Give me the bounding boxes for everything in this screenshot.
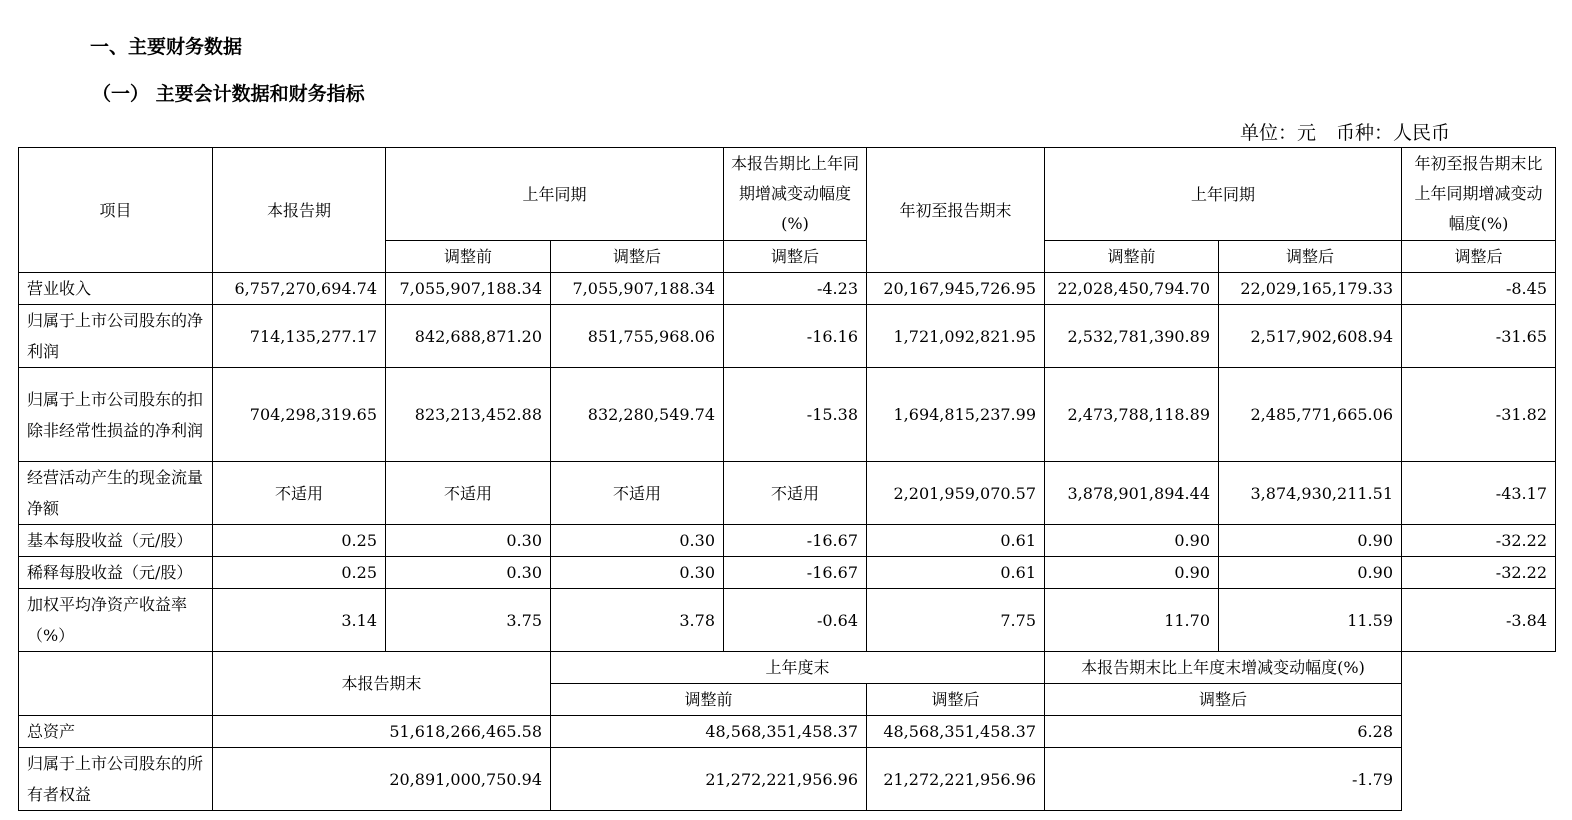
cell-prior-before: 3.75 — [386, 589, 551, 652]
cell-prior-before: 不适用 — [386, 462, 551, 525]
table-row — [19, 589, 1556, 652]
cell-ytd-change: -31.82 — [1402, 368, 1556, 462]
cell-ytd: 1,694,815,237.99 — [867, 368, 1045, 462]
header-ytd: 年初至报告期末 — [867, 148, 1045, 273]
header-row-1 — [19, 148, 1556, 241]
header-after-adj-change: 调整后 — [724, 241, 867, 273]
cell-prior-before: 0.30 — [386, 557, 551, 589]
cell-prior-ytd-before: 3,878,901,894.44 — [1045, 462, 1219, 525]
financial-data-table — [18, 147, 1556, 811]
cell-prior-ytd-before: 0.90 — [1045, 525, 1219, 557]
cell-prior-after: 851,755,968.06 — [551, 305, 724, 368]
row-label: 归属于上市公司股东的所有者权益 — [19, 748, 213, 811]
header-balance-after-adj: 调整后 — [867, 684, 1045, 716]
cell-prior-ytd-before: 22,028,450,794.70 — [1045, 273, 1219, 305]
cell-change: -16.67 — [724, 557, 867, 589]
cell-ytd-change: -43.17 — [1402, 462, 1556, 525]
currency-label: 币种：人民币 — [1336, 122, 1451, 144]
balance-header-row-1 — [19, 652, 1556, 684]
cell-prior-before: 7,055,907,188.34 — [386, 273, 551, 305]
row-label: 加权平均净资产收益率（%） — [19, 589, 213, 652]
row-label: 营业收入 — [19, 273, 213, 305]
cell-prior-ytd-after: 11.59 — [1219, 589, 1402, 652]
cell-period-end: 20,891,000,750.94 — [213, 748, 551, 811]
cell-change: -16.16 — [724, 305, 867, 368]
cell-prior-ytd-before: 11.70 — [1045, 589, 1219, 652]
row-label: 归属于上市公司股东的扣除非经常性损益的净利润 — [19, 368, 213, 462]
table-row — [19, 305, 1556, 368]
cell-prior-after: 7,055,907,188.34 — [551, 273, 724, 305]
cell-prior-before: 823,213,452.88 — [386, 368, 551, 462]
header-change-pct: 本报告期比上年同期增减变动幅度(%) — [724, 148, 867, 241]
header-before-adj-ytd: 调整前 — [1045, 241, 1219, 273]
cell-period-end: 51,618,266,465.58 — [213, 716, 551, 748]
cell-ytd: 0.61 — [867, 557, 1045, 589]
row-label: 总资产 — [19, 716, 213, 748]
table-row — [19, 273, 1556, 305]
header-prior-same-period: 上年同期 — [386, 148, 724, 241]
unit-label: 单位：元 — [1240, 122, 1317, 144]
table-row — [19, 525, 1556, 557]
header-period-end: 本报告期末 — [213, 652, 551, 716]
cell-prior-ytd-after: 3,874,930,211.51 — [1219, 462, 1402, 525]
cell-ytd: 1,721,092,821.95 — [867, 305, 1045, 368]
cell-prior-before: 842,688,871.20 — [386, 305, 551, 368]
section-heading: 一、主要财务数据 — [90, 36, 243, 58]
row-label: 经营活动产生的现金流量净额 — [19, 462, 213, 525]
cell-ytd-change: -32.22 — [1402, 557, 1556, 589]
cell-ytd: 2,201,959,070.57 — [867, 462, 1045, 525]
header-balance-before-adj: 调整前 — [551, 684, 867, 716]
header-balance-after-adj-change: 调整后 — [1045, 684, 1402, 716]
cell-last-year-after: 48,568,351,458.37 — [867, 716, 1045, 748]
row-label: 归属于上市公司股东的净利润 — [19, 305, 213, 368]
header-current-period: 本报告期 — [213, 148, 386, 273]
cell-last-year-before: 48,568,351,458.37 — [551, 716, 867, 748]
header-after-adj: 调整后 — [551, 241, 724, 273]
cell-change: -15.38 — [724, 368, 867, 462]
table-row — [19, 557, 1556, 589]
cell-current: 0.25 — [213, 525, 386, 557]
cell-ytd-change: -32.22 — [1402, 525, 1556, 557]
header-balance-change: 本报告期末比上年度末增减变动幅度(%) — [1045, 652, 1402, 684]
cell-prior-ytd-before: 0.90 — [1045, 557, 1219, 589]
cell-change: -4.23 — [724, 273, 867, 305]
header-before-adj: 调整前 — [386, 241, 551, 273]
cell-ytd-change: -8.45 — [1402, 273, 1556, 305]
cell-current: 6,757,270,694.74 — [213, 273, 386, 305]
cell-prior-ytd-after: 0.90 — [1219, 525, 1402, 557]
cell-ytd: 0.61 — [867, 525, 1045, 557]
cell-prior-ytd-before: 2,473,788,118.89 — [1045, 368, 1219, 462]
header-item: 项目 — [19, 148, 213, 273]
header-prior-ytd: 上年同期 — [1045, 148, 1402, 241]
table-row — [19, 716, 1556, 748]
cell-balance-change: -1.79 — [1045, 748, 1402, 811]
cell-change: -0.64 — [724, 589, 867, 652]
header-ytd-change-pct: 年初至报告期末比上年同期增减变动幅度(%) — [1402, 148, 1556, 241]
table-row — [19, 462, 1556, 525]
cell-prior-before: 0.30 — [386, 525, 551, 557]
cell-prior-after: 0.30 — [551, 525, 724, 557]
cell-prior-ytd-before: 2,532,781,390.89 — [1045, 305, 1219, 368]
cell-current: 704,298,319.65 — [213, 368, 386, 462]
cell-current: 3.14 — [213, 589, 386, 652]
table-row — [19, 748, 1556, 811]
unit-currency-note — [1240, 118, 1450, 145]
cell-prior-ytd-after: 22,029,165,179.33 — [1219, 273, 1402, 305]
cell-prior-ytd-after: 2,485,771,665.06 — [1219, 368, 1402, 462]
header-last-year-end: 上年度末 — [551, 652, 1045, 684]
cell-current: 0.25 — [213, 557, 386, 589]
cell-prior-after: 3.78 — [551, 589, 724, 652]
cell-prior-ytd-after: 2,517,902,608.94 — [1219, 305, 1402, 368]
cell-current: 不适用 — [213, 462, 386, 525]
cell-ytd-change: -31.65 — [1402, 305, 1556, 368]
cell-last-year-before: 21,272,221,956.96 — [551, 748, 867, 811]
cell-prior-after: 832,280,549.74 — [551, 368, 724, 462]
header-after-adj-ytd-change: 调整后 — [1402, 241, 1556, 273]
cell-prior-after: 0.30 — [551, 557, 724, 589]
subsection-heading: （一） 主要会计数据和财务指标 — [92, 83, 365, 105]
cell-change: -16.67 — [724, 525, 867, 557]
cell-last-year-after: 21,272,221,956.96 — [867, 748, 1045, 811]
cell-ytd: 7.75 — [867, 589, 1045, 652]
cell-prior-after: 不适用 — [551, 462, 724, 525]
cell-prior-ytd-after: 0.90 — [1219, 557, 1402, 589]
row-label: 基本每股收益（元/股） — [19, 525, 213, 557]
row-label: 稀释每股收益（元/股） — [19, 557, 213, 589]
header-after-adj-ytd: 调整后 — [1219, 241, 1402, 273]
cell-balance-change: 6.28 — [1045, 716, 1402, 748]
table-row — [19, 368, 1556, 462]
balance-header-empty — [19, 652, 213, 716]
cell-ytd: 20,167,945,726.95 — [867, 273, 1045, 305]
cell-ytd-change: -3.84 — [1402, 589, 1556, 652]
cell-change: 不适用 — [724, 462, 867, 525]
cell-current: 714,135,277.17 — [213, 305, 386, 368]
